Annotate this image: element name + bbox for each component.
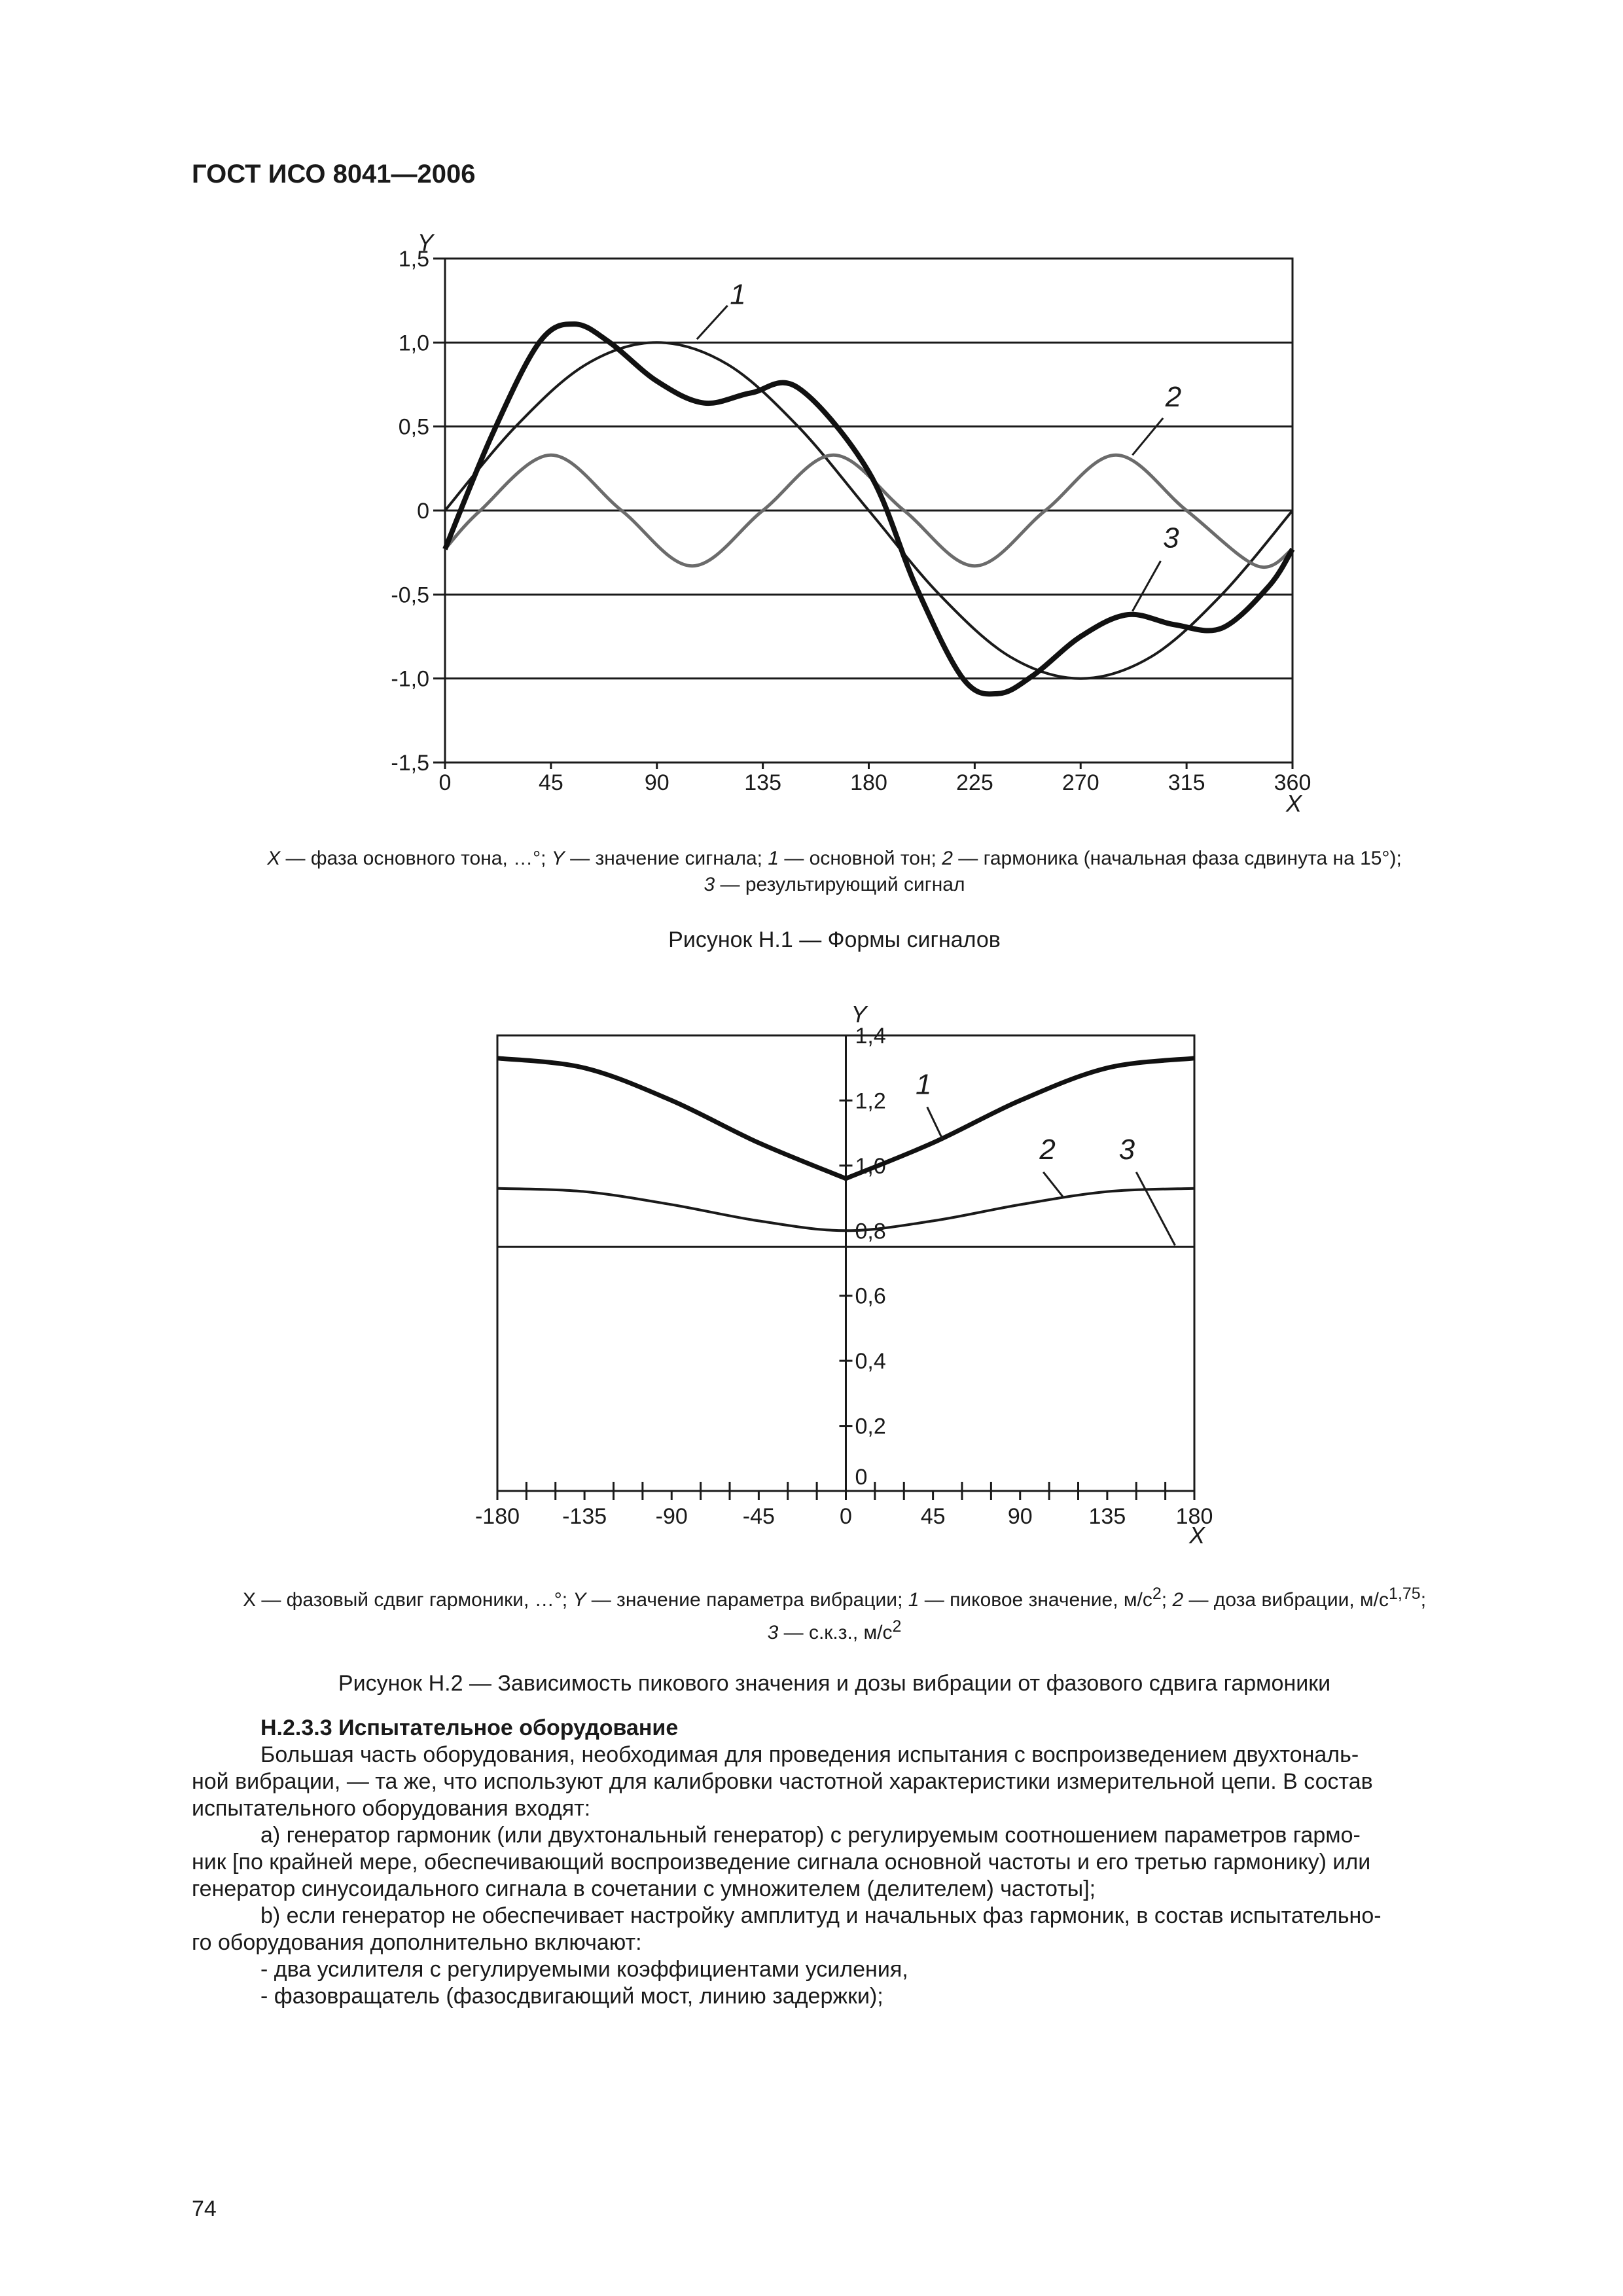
y-axis-label: Y bbox=[851, 1001, 867, 1028]
item-a-line-1: a) генератор гармоник (или двухтональный генератор) с регулируемым соотношением параметров гармо- bbox=[260, 1823, 1361, 1848]
x-axis-label: X bbox=[1189, 1522, 1205, 1549]
cap2-n1: 1 bbox=[908, 1589, 919, 1611]
cap1-n3: 3 bbox=[704, 874, 715, 895]
x-tick-label: 0 bbox=[840, 1504, 852, 1529]
section-heading: Н.2.3.3 Испытательное оборудование bbox=[260, 1715, 679, 1740]
x-tick-label: 270 bbox=[1061, 770, 1099, 795]
cap2-t3: — с.к.з., м/с bbox=[778, 1622, 893, 1643]
cap2-sep: ; bbox=[1161, 1589, 1173, 1611]
y-tick-label: 0,5 bbox=[398, 414, 429, 440]
cap2-t2-sup: 1,75 bbox=[1389, 1585, 1421, 1603]
series-3-leader bbox=[1132, 561, 1160, 611]
y-tick-label: -1,0 bbox=[391, 666, 429, 692]
cap2-y: Y bbox=[573, 1589, 586, 1611]
section-body bbox=[192, 1715, 1495, 2010]
x-tick-label: 90 bbox=[644, 770, 669, 795]
x-tick-label: -45 bbox=[742, 1504, 775, 1529]
chart-signal-forms bbox=[366, 223, 1322, 831]
x-tick-label: 180 bbox=[1175, 1504, 1213, 1529]
x-tick-label: 45 bbox=[920, 1504, 946, 1529]
cap2-t1: — пиковое значение, м/с bbox=[919, 1589, 1152, 1611]
item-b-line-1: b) если генератор не обеспечивает настройку амплитуд и начальных фаз гармоник, в состав испытательно- bbox=[260, 1903, 1382, 1928]
cap2-n2: 2 bbox=[1172, 1589, 1184, 1611]
para-1-line-3: испытательного оборудования входят: bbox=[192, 1796, 591, 1821]
x-tick-label: 135 bbox=[1088, 1504, 1126, 1529]
cap1-n1: 1 bbox=[768, 848, 779, 869]
x-tick-label: -135 bbox=[562, 1504, 607, 1529]
cap1-t3: — результирующий сигнал bbox=[715, 874, 965, 895]
y-tick-label: 1,5 bbox=[398, 247, 429, 272]
cap2-xt: — фазовый сдвиг гармоники, …°; bbox=[255, 1589, 573, 1611]
y-tick-label: 1,0 bbox=[398, 331, 429, 356]
y-tick-label: 0,8 bbox=[855, 1219, 886, 1244]
y-axis-label: Y bbox=[418, 229, 434, 256]
y-tick-label: 1,2 bbox=[855, 1088, 886, 1114]
cap2-t2-post: ; bbox=[1420, 1589, 1427, 1611]
cap2-t1-sup: 2 bbox=[1152, 1585, 1162, 1603]
cap1-y: Y bbox=[551, 848, 565, 869]
item-b-line-2: го оборудования дополнительно включают: bbox=[192, 1930, 642, 1955]
x-tick-label: 360 bbox=[1274, 770, 1311, 795]
cap2-t2: — доза вибрации, м/с bbox=[1183, 1589, 1389, 1611]
figure1-title: Рисунок Н.1 — Формы сигналов bbox=[668, 927, 1001, 952]
cap1-x: X bbox=[267, 848, 281, 869]
series-2-leader bbox=[1132, 418, 1163, 455]
x-tick-label: 135 bbox=[744, 770, 781, 795]
series-3-callout: 3 bbox=[1118, 1133, 1135, 1166]
y-tick-label: 0,4 bbox=[855, 1349, 886, 1374]
para-1-line-2: ной вибрации, — та же, что используют для калибровки частотной характеристики измерительной цепи. В состав bbox=[192, 1769, 1373, 1794]
cap1-t2: — гармоника (начальная фаза сдвинута на 15°); bbox=[952, 848, 1402, 869]
y-tick-label: 0,6 bbox=[855, 1283, 886, 1309]
page-number: 74 bbox=[192, 2197, 217, 2221]
series-1-line-left bbox=[497, 1058, 846, 1179]
document-header: ГОСТ ИСО 8041—2006 bbox=[192, 160, 476, 188]
cap2-t3-sup: 2 bbox=[892, 1617, 902, 1636]
series-1-callout: 1 bbox=[916, 1068, 932, 1101]
x-tick-label: 45 bbox=[538, 770, 563, 795]
cap2-yt: — значение параметра вибрации; bbox=[586, 1589, 908, 1611]
para-1-line-1: Большая часть оборудования, необходимая для проведения испытания с воспроизведением двухтональ- bbox=[260, 1742, 1359, 1767]
y-tick-label: 1,0 bbox=[855, 1153, 886, 1179]
x-tick-label: 315 bbox=[1168, 770, 1205, 795]
series-1-callout: 1 bbox=[730, 278, 746, 311]
cap1-t1: — основной тон; bbox=[779, 848, 942, 869]
series-3-callout: 3 bbox=[1163, 522, 1179, 554]
series-2-callout: 2 bbox=[1039, 1133, 1056, 1166]
x-tick-label: -180 bbox=[474, 1504, 520, 1529]
series-1-leader bbox=[697, 306, 728, 339]
series-1-line-right bbox=[846, 1058, 1195, 1179]
series-2-leader bbox=[1043, 1172, 1063, 1196]
chart-vibration-dependence bbox=[458, 995, 1263, 1558]
series-3-leader bbox=[1136, 1172, 1175, 1246]
y-tick-label: 0 bbox=[417, 499, 429, 524]
dash-item-2: - фазовращатель (фазосдвигающий мост, линию задержки); bbox=[260, 1984, 883, 2009]
cap2-x: X bbox=[242, 1589, 256, 1611]
series-1-leader bbox=[927, 1107, 943, 1139]
y-tick-label: 1,4 bbox=[855, 1024, 886, 1049]
cap1-n2: 2 bbox=[942, 848, 953, 869]
x-tick-label: 225 bbox=[956, 770, 993, 795]
y-tick-label: -1,5 bbox=[391, 751, 429, 776]
y-tick-label: 0,2 bbox=[855, 1414, 886, 1439]
x-tick-label: -90 bbox=[655, 1504, 688, 1529]
cap2-n3: 3 bbox=[767, 1622, 779, 1643]
x-tick-label: 90 bbox=[1007, 1504, 1033, 1529]
item-a-line-3: генератор синусоидального сигнала в сочетании с умножителем (делителем) частоты]; bbox=[192, 1876, 1096, 1901]
y-tick-label: -0,5 bbox=[391, 583, 429, 608]
x-tick-label: 0 bbox=[438, 770, 452, 795]
cap1-xt: — фаза основного тона, …°; bbox=[280, 848, 552, 869]
series-2-callout: 2 bbox=[1165, 380, 1182, 413]
figure1-caption bbox=[196, 846, 1472, 898]
figure2-caption bbox=[196, 1581, 1472, 1646]
x-tick-label: 180 bbox=[850, 770, 887, 795]
dash-item-1: - два усилителя с регулируемыми коэффициентами усиления, bbox=[260, 1957, 908, 1982]
item-a-line-2: ник [по крайней мере, обеспечивающий воспроизведение сигнала основной частоты и его третью гармонику) или bbox=[192, 1850, 1371, 1874]
figure2-title: Рисунок Н.2 — Зависимость пикового значения и дозы вибрации от фазового сдвига гармоники bbox=[338, 1671, 1331, 1696]
y-tick-label: 0 bbox=[855, 1465, 868, 1490]
cap1-yt: — значение сигнала; bbox=[564, 848, 768, 869]
x-axis-label: X bbox=[1286, 790, 1302, 817]
